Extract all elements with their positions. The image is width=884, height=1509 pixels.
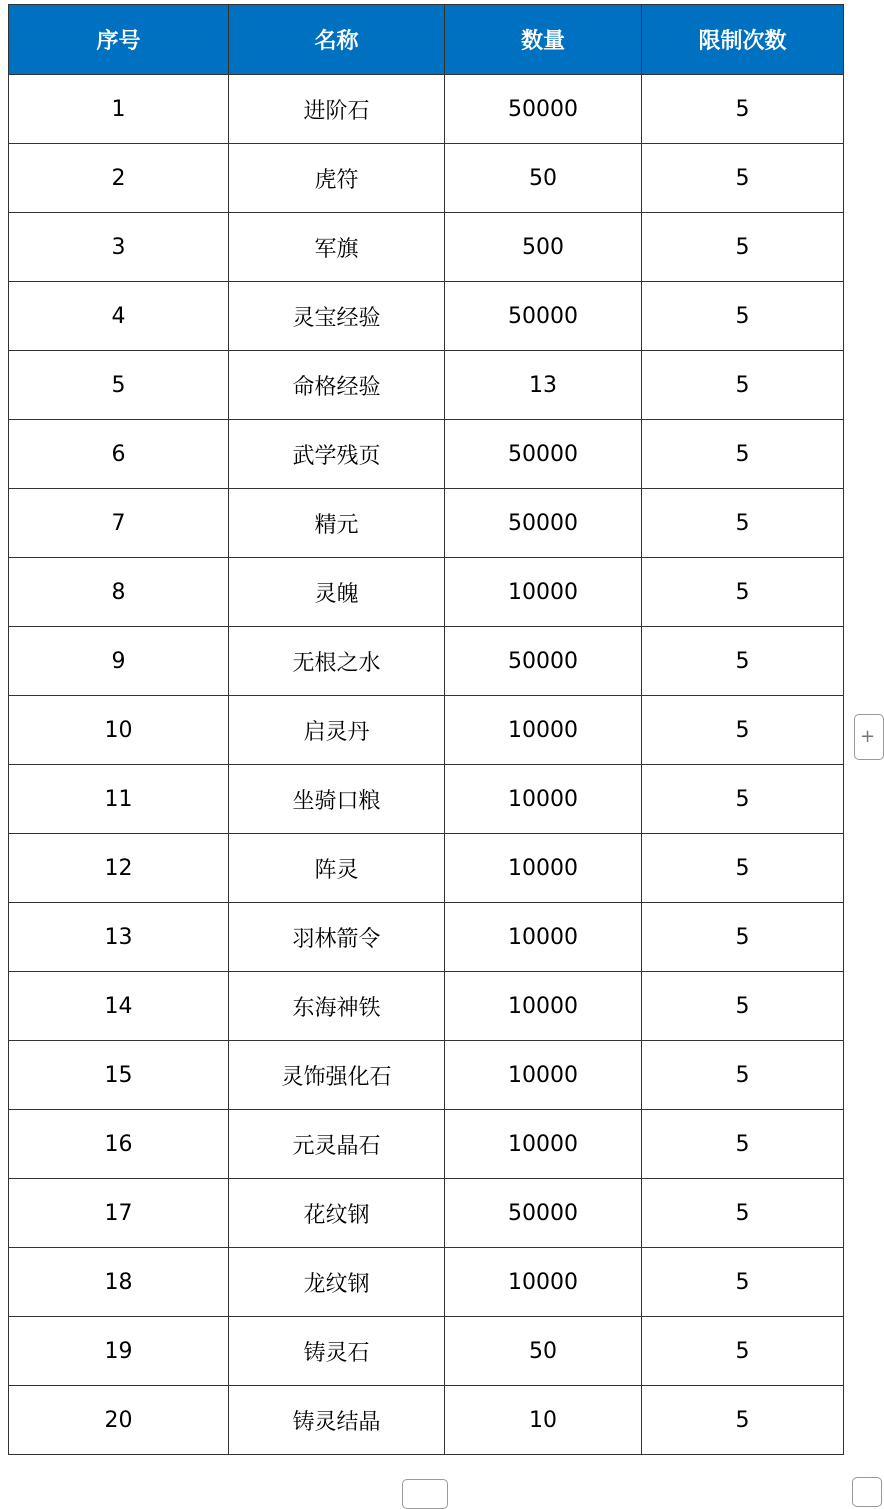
table-row [9, 972, 844, 1041]
cell-limit: 5 [642, 213, 844, 282]
cell-index: 20 [9, 1386, 229, 1455]
cell-name: 命格经验 [229, 351, 445, 420]
cell-limit: 5 [642, 1179, 844, 1248]
table-row [9, 351, 844, 420]
cell-limit: 5 [642, 420, 844, 489]
cell-quantity: 10000 [445, 558, 642, 627]
table-row [9, 834, 844, 903]
cell-quantity: 10000 [445, 696, 642, 765]
cell-limit: 5 [642, 558, 844, 627]
cell-limit: 5 [642, 489, 844, 558]
cell-index: 10 [9, 696, 229, 765]
cell-quantity: 10000 [445, 1110, 642, 1179]
header-limit: 限制次数 [642, 5, 844, 75]
cell-quantity: 10 [445, 1386, 642, 1455]
cell-name: 灵饰强化石 [229, 1041, 445, 1110]
cell-index: 14 [9, 972, 229, 1041]
table-row [9, 213, 844, 282]
table-row [9, 1179, 844, 1248]
cell-name: 武学残页 [229, 420, 445, 489]
cell-limit: 5 [642, 144, 844, 213]
table-row [9, 1386, 844, 1455]
cell-name: 灵宝经验 [229, 282, 445, 351]
cell-quantity: 50000 [445, 75, 642, 144]
cell-index: 7 [9, 489, 229, 558]
cell-quantity: 10000 [445, 765, 642, 834]
cell-limit: 5 [642, 765, 844, 834]
cell-name: 龙纹钢 [229, 1248, 445, 1317]
cell-limit: 5 [642, 282, 844, 351]
header-name: 名称 [229, 5, 445, 75]
table-row [9, 558, 844, 627]
cell-name: 军旗 [229, 213, 445, 282]
cell-limit: 5 [642, 696, 844, 765]
cell-quantity: 10000 [445, 972, 642, 1041]
cell-limit: 5 [642, 1386, 844, 1455]
cell-limit: 5 [642, 627, 844, 696]
cell-name: 花纹钢 [229, 1179, 445, 1248]
cell-limit: 5 [642, 834, 844, 903]
cell-quantity: 10000 [445, 903, 642, 972]
cell-index: 2 [9, 144, 229, 213]
table-row [9, 420, 844, 489]
cell-name: 阵灵 [229, 834, 445, 903]
table-row [9, 282, 844, 351]
cell-name: 进阶石 [229, 75, 445, 144]
cell-name: 铸灵结晶 [229, 1386, 445, 1455]
expand-button[interactable] [854, 714, 884, 760]
cell-quantity: 50 [445, 1317, 642, 1386]
cell-index: 18 [9, 1248, 229, 1317]
cell-quantity: 10000 [445, 834, 642, 903]
cell-name: 坐骑口粮 [229, 765, 445, 834]
cell-index: 5 [9, 351, 229, 420]
cell-limit: 5 [642, 1248, 844, 1317]
cell-name: 灵魄 [229, 558, 445, 627]
cell-name: 虎符 [229, 144, 445, 213]
cell-limit: 5 [642, 972, 844, 1041]
table-row [9, 627, 844, 696]
cell-index: 1 [9, 75, 229, 144]
cell-index: 15 [9, 1041, 229, 1110]
items-table [8, 4, 844, 1455]
cell-index: 13 [9, 903, 229, 972]
cell-limit: 5 [642, 1041, 844, 1110]
cell-quantity: 10000 [445, 1248, 642, 1317]
cell-limit: 5 [642, 1110, 844, 1179]
cell-quantity: 50000 [445, 489, 642, 558]
cell-index: 9 [9, 627, 229, 696]
cell-index: 12 [9, 834, 229, 903]
cell-quantity: 500 [445, 213, 642, 282]
table-row [9, 144, 844, 213]
cell-name: 元灵晶石 [229, 1110, 445, 1179]
cell-limit: 5 [642, 903, 844, 972]
cell-index: 3 [9, 213, 229, 282]
cell-index: 4 [9, 282, 229, 351]
table-row [9, 1317, 844, 1386]
table-row [9, 1110, 844, 1179]
cell-name: 无根之水 [229, 627, 445, 696]
cell-quantity: 50 [445, 144, 642, 213]
cell-quantity: 50000 [445, 627, 642, 696]
table-row [9, 75, 844, 144]
table-row [9, 1248, 844, 1317]
cell-index: 19 [9, 1317, 229, 1386]
cell-name: 铸灵石 [229, 1317, 445, 1386]
cell-name: 羽林箭令 [229, 903, 445, 972]
cell-limit: 5 [642, 75, 844, 144]
cell-quantity: 50000 [445, 1179, 642, 1248]
table-row [9, 489, 844, 558]
bottom-toolbar-button[interactable] [402, 1479, 448, 1509]
cell-index: 17 [9, 1179, 229, 1248]
corner-button[interactable] [852, 1477, 882, 1507]
table-row [9, 903, 844, 972]
cell-quantity: 50000 [445, 420, 642, 489]
header-quantity: 数量 [445, 5, 642, 75]
table-row [9, 1041, 844, 1110]
cell-quantity: 13 [445, 351, 642, 420]
cell-name: 启灵丹 [229, 696, 445, 765]
header-index: 序号 [9, 5, 229, 75]
cell-limit: 5 [642, 351, 844, 420]
table-body [9, 75, 844, 1455]
header-row [9, 5, 844, 75]
cell-index: 11 [9, 765, 229, 834]
cell-limit: 5 [642, 1317, 844, 1386]
cell-quantity: 10000 [445, 1041, 642, 1110]
cell-index: 8 [9, 558, 229, 627]
table-header [9, 5, 844, 75]
cell-name: 东海神铁 [229, 972, 445, 1041]
cell-name: 精元 [229, 489, 445, 558]
cell-quantity: 50000 [445, 282, 642, 351]
table-row [9, 696, 844, 765]
cell-index: 16 [9, 1110, 229, 1179]
cell-index: 6 [9, 420, 229, 489]
plus-icon: + [860, 726, 876, 747]
table-row [9, 765, 844, 834]
